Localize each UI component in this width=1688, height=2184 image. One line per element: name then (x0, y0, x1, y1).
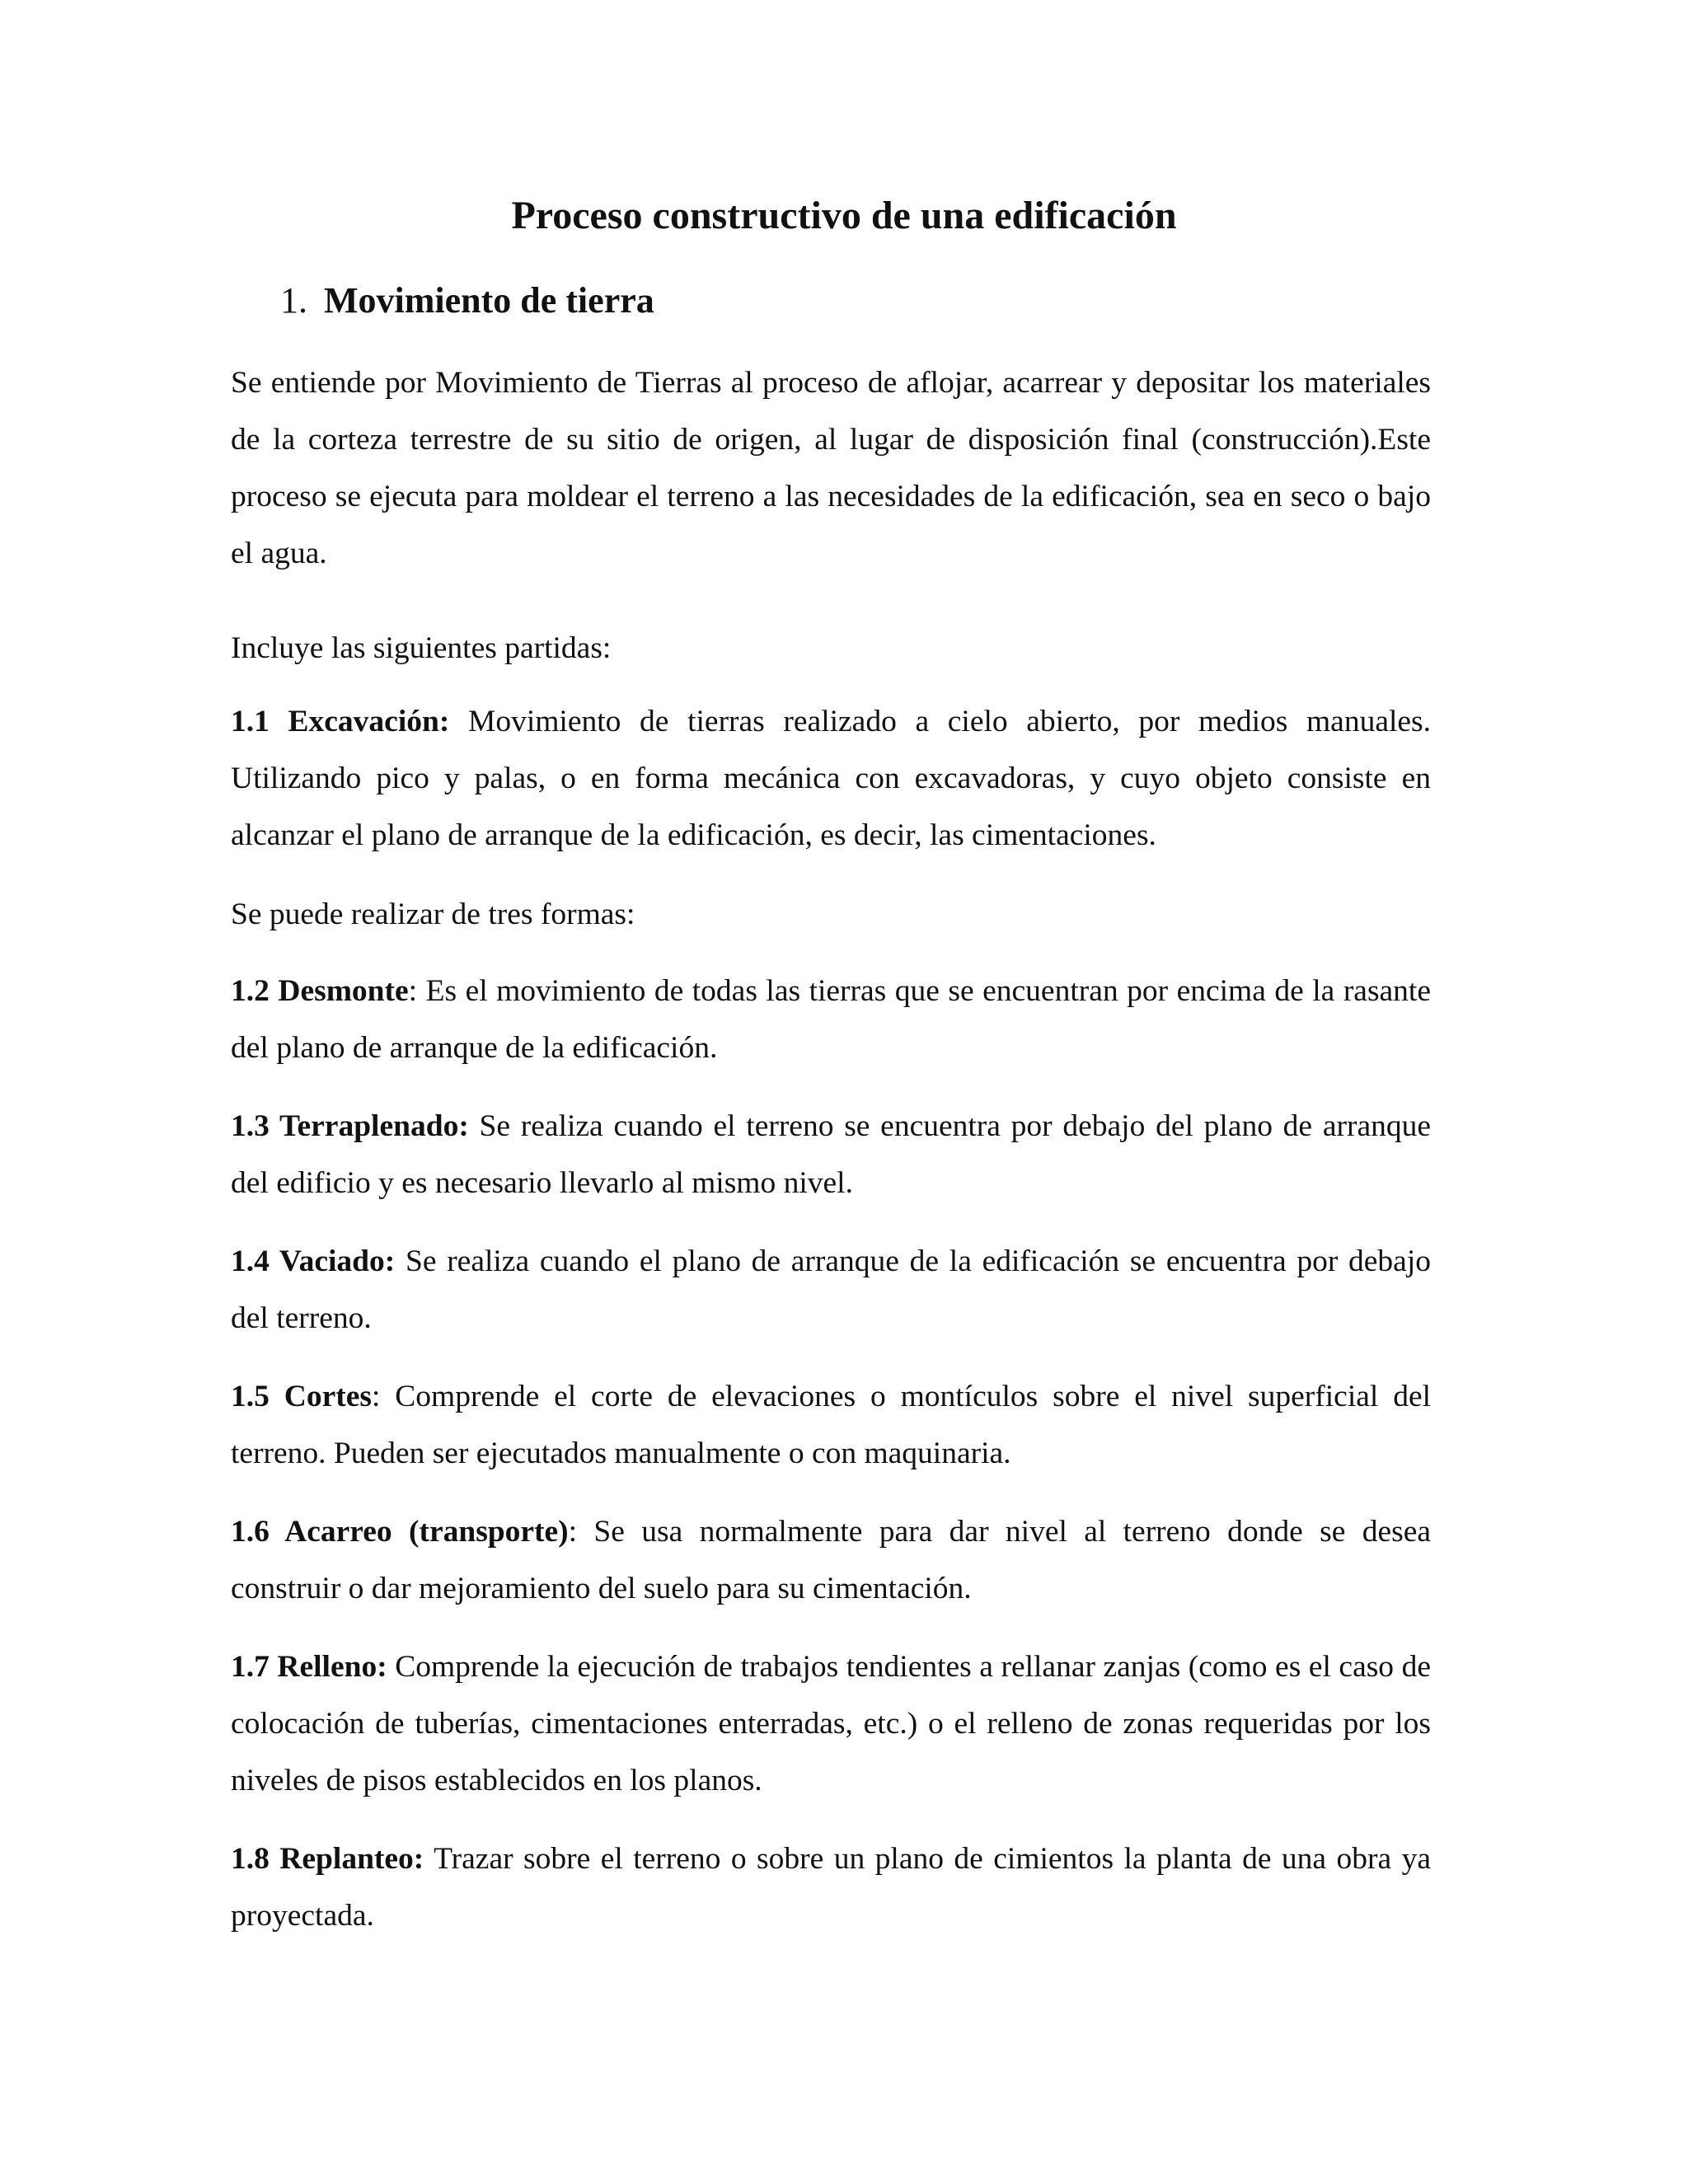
item-text: Movimiento de tierras realizado a cielo abierto, por medios manuales. Utilizando pico y palas, o en forma mecánica con excavadoras, y cuyo objeto consiste en alcanzar el plano de arranque de la edificación, es decir, las cimentaciones. (231, 705, 1431, 852)
section-title: Movimiento de tierra (324, 280, 654, 321)
item-vaciado (231, 1233, 1431, 1347)
document-title: Proceso constructivo de una edificación (511, 194, 1177, 237)
item-text: Trazar sobre el terreno o sobre un plano de cimientos la planta de una obra ya proyectada. (231, 1842, 1431, 1933)
item-label: 1.8 Replanteo: (231, 1842, 424, 1876)
item-relleno (231, 1638, 1431, 1809)
item-desmonte (231, 963, 1431, 1076)
item-text: Se realiza cuando el terreno se encuentra por debajo del plano de arranque del edificio y es necesario llevarlo al mismo nivel. (231, 1109, 1431, 1200)
section-heading (280, 278, 654, 324)
item-label: 1.2 Desmonte (231, 974, 409, 1008)
item-text: Comprende la ejecución de trabajos tendientes a rellanar zanjas (como es el caso de colocación de tuberías, cimentaciones enterradas, etc.) o el relleno de zonas requeridas por los niveles de pisos establecidos en los planos. (231, 1650, 1431, 1797)
item-terraplenado (231, 1098, 1431, 1212)
item-text: Se puede realizar de tres formas: (231, 898, 635, 931)
item-text: : Es el movimiento de todas las tierras que se encuentran por encima de la rasante del plano de arranque de la edificación. (231, 974, 1431, 1065)
item-replanteo (231, 1830, 1431, 1944)
item-formas (231, 886, 1431, 943)
item-text: : Comprende el corte de elevaciones o montículos sobre el nivel superficial del terreno. Pueden ser ejecutados manualmente o con maquinaria. (231, 1380, 1432, 1470)
includes-paragraph: Incluye las siguientes partidas: (231, 631, 612, 665)
item-label: 1.3 Terraplenado: (231, 1109, 469, 1143)
item-label: 1.6 Acarreo (transporte) (231, 1515, 569, 1549)
item-text: Se realiza cuando el plano de arranque de la edificación se encuentra por debajo del terreno. (231, 1244, 1431, 1335)
item-label: 1.4 Vaciado: (231, 1244, 396, 1278)
item-acarreo (231, 1503, 1431, 1617)
item-label: 1.1 Excavación: (231, 705, 450, 738)
item-cortes (231, 1368, 1431, 1482)
item-excavacion (231, 693, 1431, 864)
item-label: 1.5 Cortes (231, 1380, 372, 1413)
section-number: 1. (280, 280, 307, 321)
item-label: 1.7 Relleno: (231, 1650, 387, 1684)
item-text: : Se usa normalmente para dar nivel al terreno donde se desea construir o dar mejoramiento del suelo para su cimentación. (231, 1515, 1431, 1605)
intro-paragraph: Se entiende por Movimiento de Tierras al proceso de aflojar, acarrear y depositar los materiales de la corteza terrestre de su sitio de origen, al lugar de disposición final (construcción).Este proceso se ejecuta para moldear el terreno a las necesidades de la edificación, sea en seco o bajo el agua. (231, 366, 1431, 570)
